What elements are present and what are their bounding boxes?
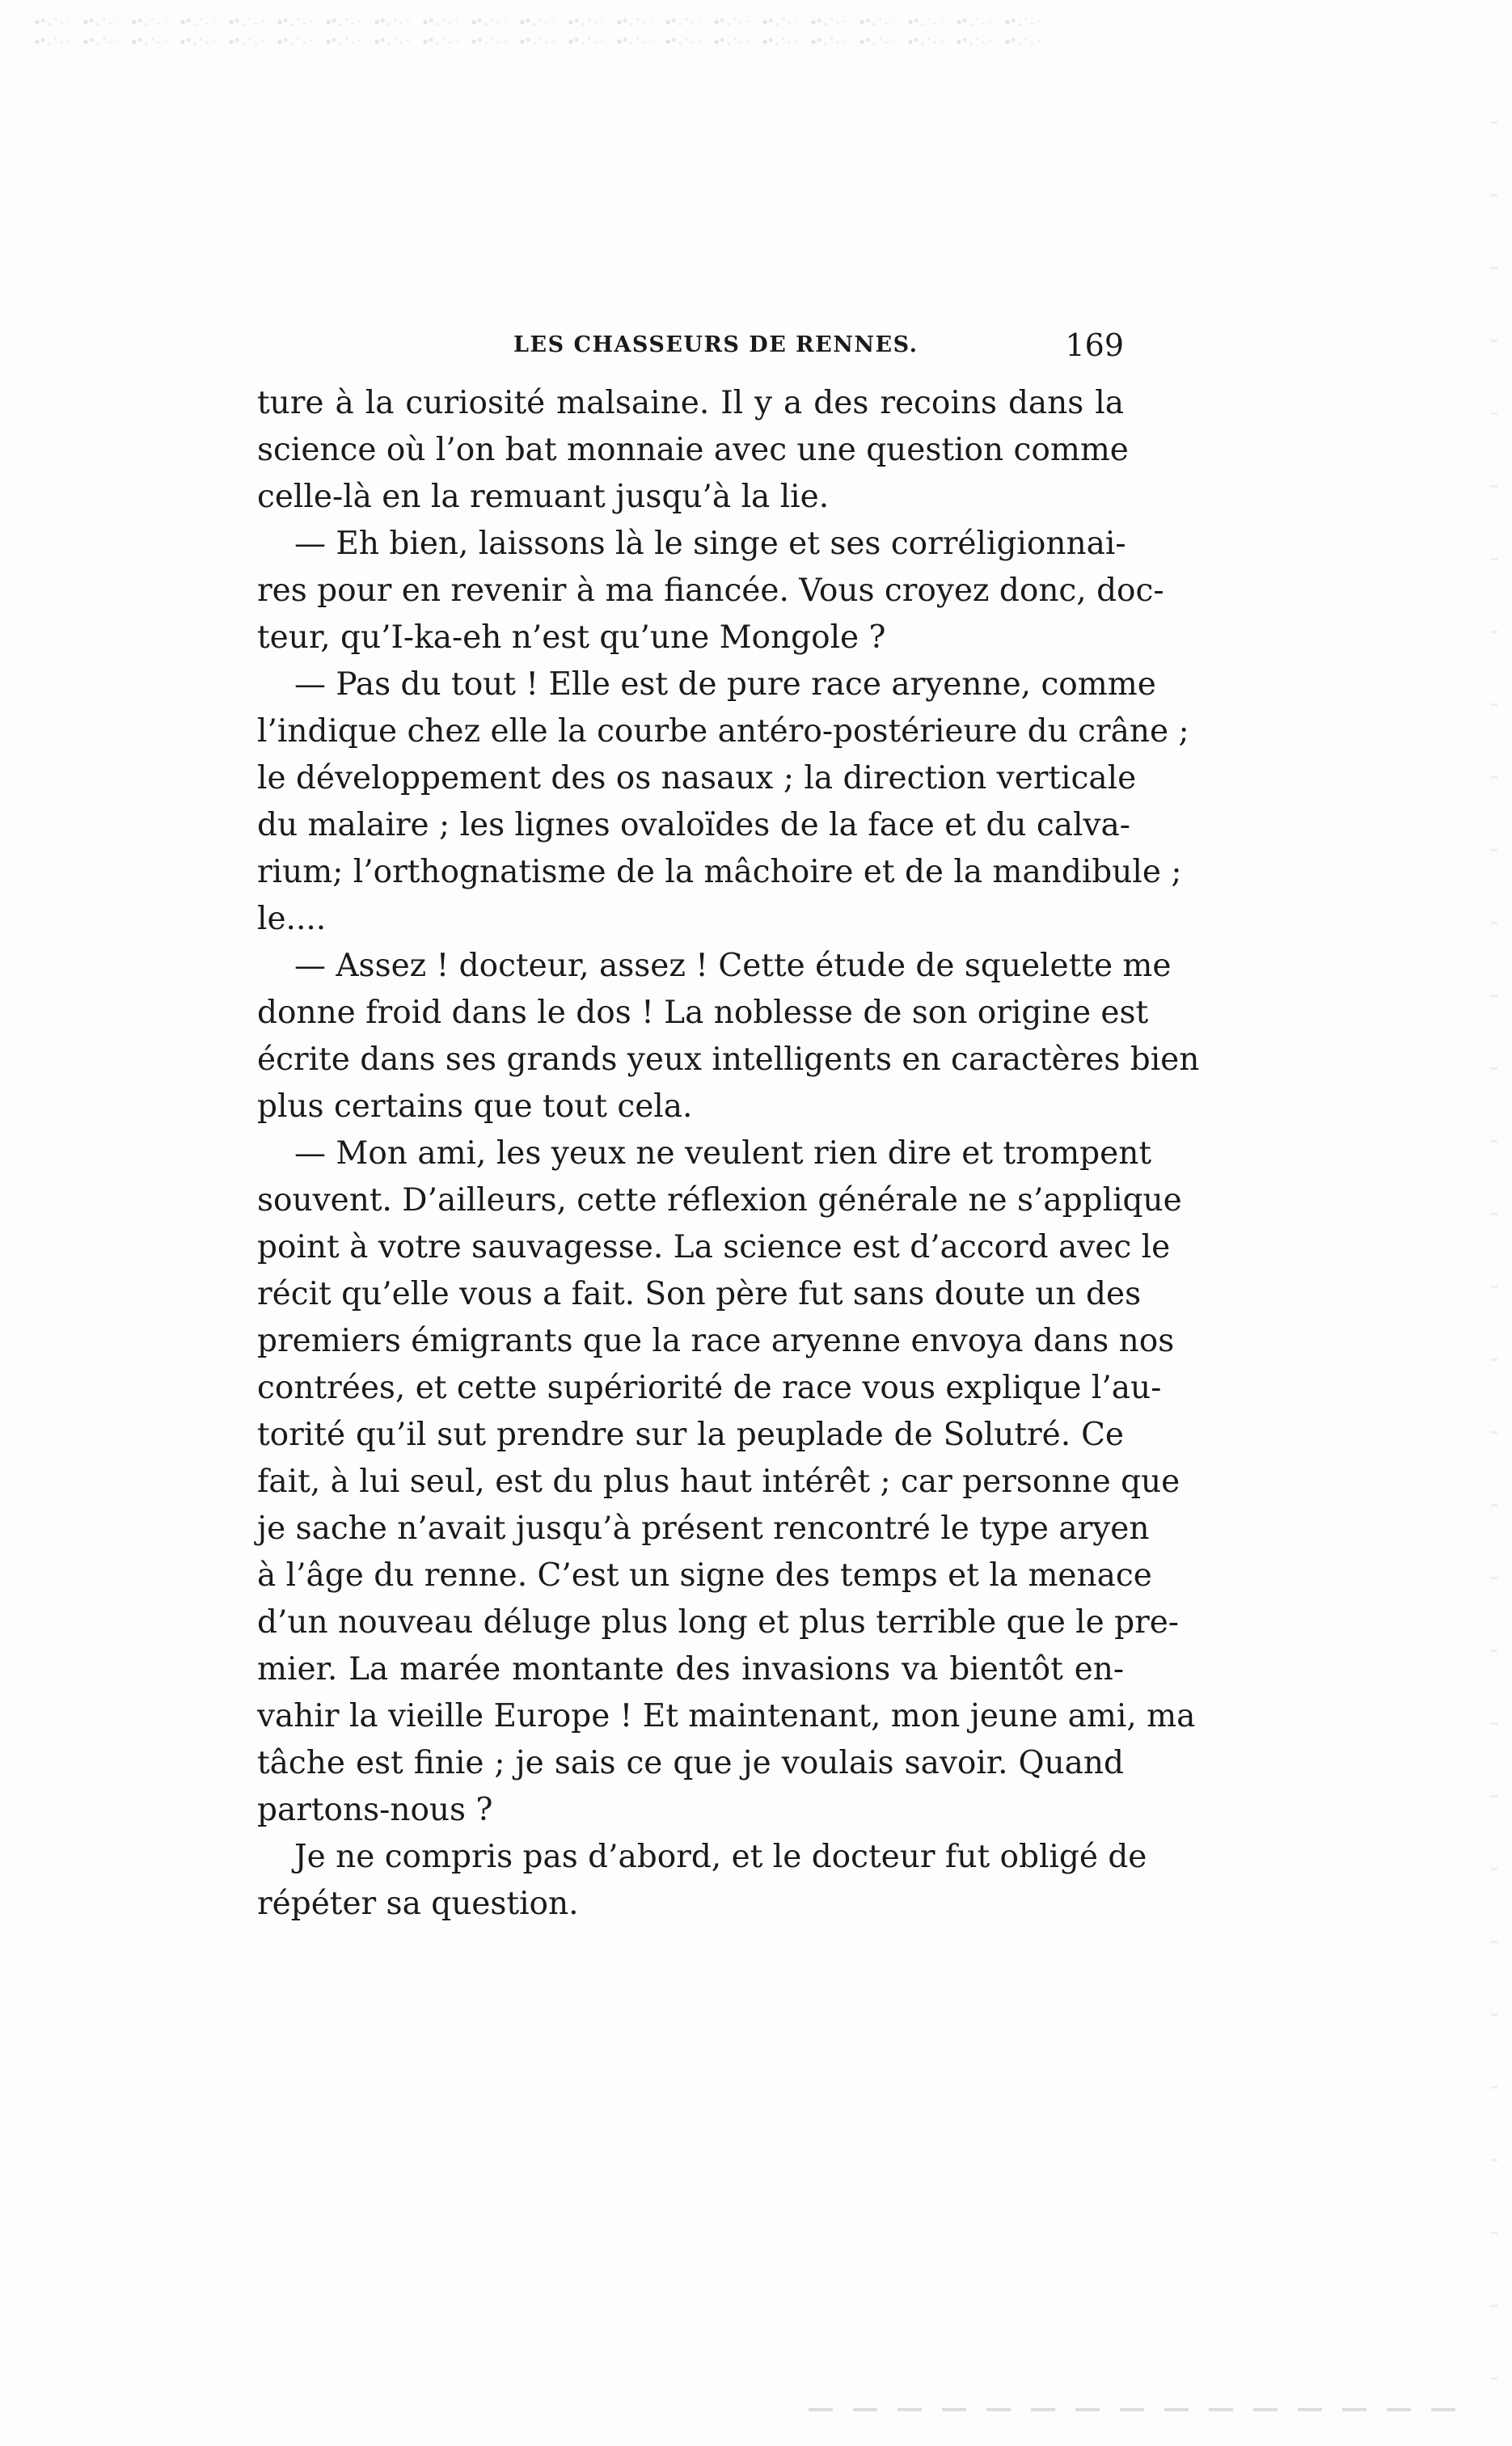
running-title: LES CHASSEURS DE RENNES. xyxy=(513,332,919,357)
text-line: à l’âge du renne. C’est un signe des temps et la menace xyxy=(257,1557,1152,1594)
text-line: celle-là en la remuant jusqu’à la lie. xyxy=(257,479,830,515)
text-line: — Assez ! docteur, assez ! Cette étude de squelette me xyxy=(294,948,1172,984)
text-line: donne froid dans le dos ! La noblesse de son origine est xyxy=(257,995,1149,1031)
page-header xyxy=(267,327,1148,376)
text-line: l’indique chez elle la courbe antéro-postérieure du crâne ; xyxy=(257,713,1189,750)
text-line: torité qu’il sut prendre sur la peuplade de Solutré. Ce xyxy=(257,1417,1124,1453)
text-line: le développement des os nasaux ; la direction verticale xyxy=(257,760,1137,796)
text-line: répéter sa question. xyxy=(257,1886,579,1922)
text-line: premiers émigrants que la race aryenne envoya dans nos xyxy=(257,1323,1175,1359)
scan-noise-top xyxy=(32,15,1043,55)
text-line: récit qu’elle vous a fait. Son père fut sans doute un des xyxy=(257,1276,1142,1312)
text-line: — Eh bien, laissons là le singe et ses corréligionnai- xyxy=(294,526,1126,562)
text-line: Je ne compris pas d’abord, et le docteur fut obligé de xyxy=(294,1839,1147,1875)
text-line: mier. La marée montante des invasions va bientôt en- xyxy=(257,1651,1124,1688)
scan-noise-right xyxy=(1491,121,1497,2385)
text-line: partons-nous ? xyxy=(257,1792,493,1828)
text-line: res pour en revenir à ma fiancée. Vous croyez donc, doc- xyxy=(257,572,1164,609)
text-line: du malaire ; les lignes ovaloïdes de la face et du calva- xyxy=(257,807,1130,843)
text-line: écrite dans ses grands yeux intelligents en caractères bien xyxy=(257,1041,1200,1078)
page-number: 169 xyxy=(1065,327,1124,363)
text-line: fait, à lui seul, est du plus haut intérêt ; car personne que xyxy=(257,1464,1180,1500)
text-line: — Mon ami, les yeux ne veulent rien dire et trompent xyxy=(294,1135,1152,1172)
text-line: rium; l’orthognatisme de la mâchoire et de la mandibule ; xyxy=(257,854,1182,890)
text-line: le.... xyxy=(257,901,327,937)
text-line: — Pas du tout ! Elle est de pure race aryenne, comme xyxy=(294,666,1156,703)
text-line: teur, qu’I-ka-eh n’est qu’une Mongole ? xyxy=(257,619,886,656)
text-line: ture à la curiosité malsaine. Il y a des recoins dans la xyxy=(257,385,1124,421)
text-line: je sache n’avait jusqu’à présent rencontré le type aryen xyxy=(257,1510,1150,1547)
text-body xyxy=(257,380,1200,1928)
text-line: tâche est finie ; je sais ce que je voulais savoir. Quand xyxy=(257,1745,1124,1781)
scan-noise-bottom xyxy=(809,2408,1455,2411)
text-line: contrées, et cette supériorité de race vous explique l’au- xyxy=(257,1370,1162,1406)
text-line: vahir la vieille Europe ! Et maintenant, mon jeune ami, ma xyxy=(257,1698,1196,1734)
text-line: d’un nouveau déluge plus long et plus terrible que le pre- xyxy=(257,1604,1179,1641)
text-line: science où l’on bat monnaie avec une question comme xyxy=(257,432,1129,468)
text-line: souvent. D’ailleurs, cette réflexion générale ne s’applique xyxy=(257,1182,1182,1219)
text-line: point à votre sauvagesse. La science est d’accord avec le xyxy=(257,1229,1171,1265)
text-line: plus certains que tout cela. xyxy=(257,1088,693,1125)
